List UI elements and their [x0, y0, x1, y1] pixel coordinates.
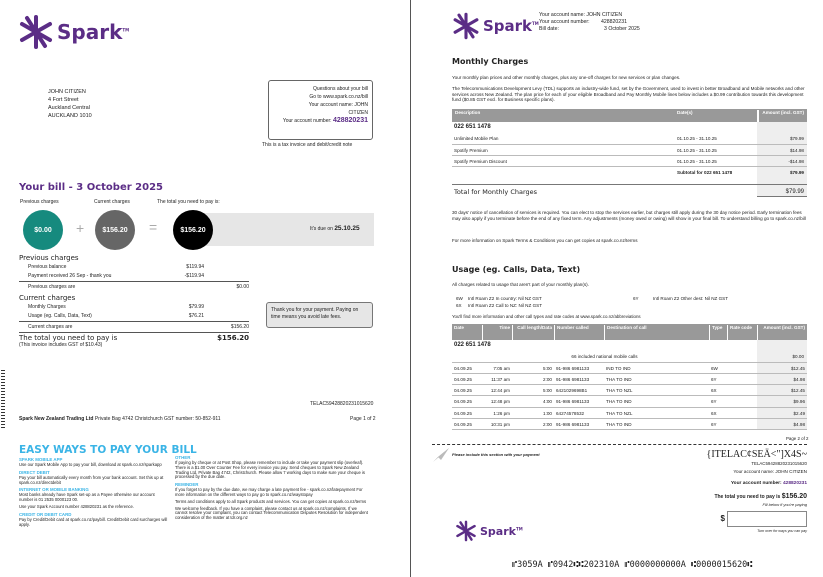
cell: 6W — [711, 365, 718, 371]
payment-slip: {ITELAC¢SEÄ<"]X4S~ TELAC59428820231015620 Your account name: JOHN CITIZEN Your account number: 428820231 The total you need to pay is $156.20 Fill below if you're paying $ Turn over for ways you can pay — [706, 449, 807, 533]
column-header: Call length/Data — [512, 325, 554, 340]
cell: 2:00 — [543, 376, 552, 382]
tdl-paragraph: The Telecommunications Development Levy (TDL) supports an industry-wide fund, set by the Government, used to invest in better Broadband and Mobile networks and other services across New Zealand. The plan price for each of your eligible Broadband and Pay Monthly Mobile lines below includes a $0.99 contribution towards this development fund ($0.85 GST excl. for Business specific plans). — [452, 86, 805, 102]
amount: $79.99 — [757, 133, 807, 143]
spark-logo-slip: Spark™ — [455, 520, 523, 542]
cell: 91-986 6981133 — [556, 376, 590, 382]
cell: THA TO IND — [606, 399, 632, 405]
current-label: Current charges — [94, 199, 130, 205]
questions-box: Questions about your bill Go to www.spark.co.nz/bill Your account name: JOHN CITIZEN Your account number: 428820231 — [268, 80, 373, 140]
spark-star-icon — [455, 520, 477, 542]
cell: 04.09.25 — [454, 410, 472, 416]
total-circle: $156.20 — [173, 210, 213, 250]
previous-circle: $0.00 — [23, 210, 63, 250]
cell: 04.09.25 — [454, 388, 472, 394]
include-note: Please include this section with your payment — [452, 452, 540, 457]
micr-line: ⑈3059A ⑈0942⑆⑆202310A ⑈0000000000A ⑆0000015620⑆ — [512, 560, 753, 570]
cell: 04.09.25 — [454, 422, 472, 428]
pay-option-text: Most banks already have Spark set-up as a Payee otherwise our account number is 01 2535 0000123 00. — [19, 492, 155, 503]
charges-breakdown: Previous charges Previous balance $119.94 Payment received 26 Sep - thank you -$119.94 Previous charges are $0.00 Current charges Monthly Charges $79.99 Usage (eg. Calls, Data, Text) $76.21 Current charges are $156.20 The total you need to pay is $156.20 (This invoice includes GST of $10.43) — [19, 254, 249, 348]
pay-option-heading: REMINDER — [175, 482, 199, 488]
account-info: Your account name: JOHN CITIZEN Your account number: 428820231 Bill date: 3 October 2025 — [539, 12, 640, 33]
terms-note: For more information on Spark Terms & Conditions you can get copies at spark.co.nz/terms — [452, 238, 638, 243]
cell: 1:26 pm — [493, 410, 510, 416]
usage-intro: All charges related to usage that aren't part of your monthly plan(s). — [452, 282, 589, 287]
pay-option-text: Pay by Credit/Debit card at spark.co.nz/paybill. Credit/Debit card surcharges will apply. — [19, 516, 168, 527]
amount: $14.98 — [757, 145, 807, 155]
column-header: Date — [454, 325, 464, 330]
pay-option-text: Pay your bill automatically every month from your bank account. Set this up at spark.co.nz/directdebit — [19, 474, 164, 485]
cancellation-notice: 30 days' notice of cancellation of services is required. You can elect to stop the services earlier, but charges still apply during the 30 day notice period. Early termination fees may also apply if you terminate before the end of any fixed term. Any adjustments (money owed or owing) will show in your final bill. To understand billing go to spark.co.nz/bill — [452, 210, 806, 221]
pay-option-text: If paying by cheque or at Post Shop, please remember to include or take your payment slip (overleaf). There is a $1.00 Over Counter Fee for every invoice you pay. Send cheques to Spark New Zealand Trading Ltd, Private Bag 4742, Christchurch. Please allow 7 working days to make sure your cheque is processed by the due date. — [175, 460, 366, 480]
cell: $2.49 — [757, 408, 807, 418]
barcode-text: {ITELAC¢SEÄ<"]X4S~ — [706, 449, 807, 460]
cell — [727, 385, 757, 395]
cell: 91-986 6981133 — [556, 422, 590, 428]
cell: 91-986 6981133 — [556, 399, 590, 405]
cell: 6Y — [711, 376, 717, 382]
cell: 6Y — [711, 422, 717, 428]
cell: 12:44 pm — [490, 388, 510, 394]
description: Unlimited Mobile Plan — [454, 136, 499, 142]
cell: 5:00 — [543, 388, 552, 394]
vertical-barcode — [1, 370, 5, 430]
equals-sign: = — [149, 219, 158, 235]
spark-logo: Spark™ — [18, 14, 129, 50]
spark-logo-page2: Spark™ — [452, 12, 539, 40]
cell: 1:00 — [543, 410, 552, 416]
cell: THA TO IND — [606, 376, 632, 382]
thank-you-box: Thank you for your payment. Paying on time means you avoid late fees. — [266, 302, 373, 328]
column-header: Number called — [554, 325, 604, 340]
payment-options-right — [175, 455, 370, 523]
cell: $9.96 — [757, 396, 807, 406]
dates: 01.10.25 - 31.10.25 — [677, 136, 717, 142]
pay-option-heading: DIRECT DEBIT — [19, 469, 50, 475]
cell: THA TO NZL — [606, 410, 633, 416]
description: Spotify Premium Discount — [454, 158, 507, 164]
total-label: The total you need to pay is: — [157, 199, 220, 205]
column-header: Time — [482, 325, 512, 340]
cell — [727, 363, 757, 373]
cell — [727, 374, 757, 384]
cell: $4.98 — [757, 419, 807, 429]
amount-paid-field[interactable] — [727, 511, 807, 527]
cell: 6X — [711, 410, 717, 416]
cell — [727, 408, 757, 418]
cell: $12.45 — [757, 363, 807, 373]
table-row — [452, 363, 807, 374]
table-row — [452, 156, 807, 167]
paper-plane-icon — [433, 448, 449, 462]
bill-title: Your bill - 3 October 2025 — [19, 182, 163, 193]
table-row — [452, 419, 807, 430]
table-row — [452, 133, 807, 144]
spark-star-icon — [18, 14, 54, 50]
pay-option-heading: OTHER — [175, 455, 191, 460]
cell: 11:37 am — [491, 376, 510, 382]
column-header: Destination of call — [604, 325, 709, 340]
reference-code: TELAC59428820231015620 — [310, 401, 374, 407]
cell: THA TO NZL — [606, 388, 633, 394]
cell: 91-986 6981133 — [556, 365, 590, 371]
pay-option-text: We welcome feedback. If you have a complaint, please contact us at spark.co.nz/complaints. If we cannot resolve your complaint, you can contact Telecommunication Disputes Resolution for independent consideration of the matter at tdr.org.nz — [175, 505, 368, 521]
customer-address: JOHN CITIZEN 4 Fort Street Auckland Central AUCKLAND 1010 — [48, 89, 92, 119]
spark-star-icon — [452, 12, 480, 40]
cell: 2:00 — [543, 422, 552, 428]
dates: 01.10.25 - 31.10.25 — [677, 158, 717, 164]
cell: 7:05 am — [493, 365, 510, 371]
pay-option-text: Terms and conditions apply to all Spark products and services. You can get copies at spark.co.nz/terms — [175, 498, 367, 504]
plus-sign: + — [76, 220, 85, 236]
page-divider — [410, 0, 411, 577]
usage-table: Date Time Call length/Data Number called Destination of call Type Rate code Amount (incl. GST) 022 651 1478 66 included national mobile calls $0.00 04.09.25 7:05 am 5:00 91-986 6981133 IND TO IND 6W $12.45 04.09.25 11:37 am 2:00 91-986 6981133 THA TO IND 6Y $4.98 04.09.25 12:44 pm 5:00 6421029698B1 THA TO NZL 6X $12.45 04.09.25 12:48 pm 4:00 91-986 6981133 THA TO IND 6Y $9.96 04.09.25 1:26 pm 1:00 64274578532 THA TO NZL 6X $2.49 04.09.25 10:31 pm 2:00 91-986 6981133 THA TO IND 6Y $4.98 — [452, 324, 807, 430]
monthly-intro: Your monthly plan prices and other monthly charges, plus any one-off charges for new services or plan changes. — [452, 75, 681, 80]
usage-heading: Usage (eg. Calls, Data, Text) — [452, 265, 581, 274]
column-header: Type — [709, 325, 727, 340]
cell: 6X — [711, 388, 717, 394]
tear-line — [432, 444, 807, 445]
column-header: Rate code — [727, 325, 757, 340]
cell: IND TO IND — [606, 365, 631, 371]
pay-option-text: Use your Spark Account number 428820231 as the reference. — [19, 503, 134, 509]
easy-ways-title: EASY WAYS TO PAY YOUR BILL — [19, 444, 197, 456]
table-row — [452, 396, 807, 407]
table-row — [452, 385, 807, 396]
cell: 10:31 pm — [490, 422, 510, 428]
cell: THA TO IND — [606, 422, 632, 428]
footer-company: Spark New Zealand Trading Ltd Private Bag 4742 Christchurch GST number: 50-852-911 — [19, 416, 221, 422]
table-row — [452, 145, 807, 156]
payment-options-left — [19, 457, 169, 529]
cell: 64274578532 — [556, 410, 585, 416]
cell: 04.09.25 — [454, 399, 472, 405]
amount: -$14.98 — [757, 156, 807, 166]
dates: 01.10.25 - 31.10.25 — [677, 147, 717, 153]
table-row — [452, 408, 807, 419]
cell: 4:00 — [543, 399, 552, 405]
cell: 5:00 — [543, 365, 552, 371]
pay-option-text: If you forget to pay by the due date, we may charge a late payment fee - spark.co.nz/latepayment For more information on the different ways to pay go to spark.co.nz/waystopay — [175, 487, 363, 497]
cell: 6Y — [711, 399, 717, 405]
cell: 6421029698B1 — [556, 388, 588, 394]
pay-option-heading: CREDIT OR DEBIT CARD — [19, 511, 72, 517]
monthly-charges-heading: Monthly Charges — [452, 57, 529, 66]
tax-invoice-note: This is a tax invoice and debit/credit note — [262, 142, 353, 148]
abbreviations-link[interactable]: You'll find more information and other call types and rate codes at www.spark.co.nz/abbreviations — [452, 314, 641, 319]
cell: 12:48 pm — [490, 399, 510, 405]
page-number-2: Page 2 of 2 — [786, 436, 809, 441]
page-number: Page 1 of 2 — [350, 416, 376, 422]
previous-label: Previous charges — [20, 199, 59, 205]
cell — [727, 396, 757, 406]
cell: 04.09.25 — [454, 365, 472, 371]
current-circle: $156.20 — [95, 210, 135, 250]
cell: $4.98 — [757, 374, 807, 384]
cell — [727, 419, 757, 429]
due-text: It's due on 25.10.25 — [310, 225, 360, 232]
monthly-charges-table: Description Date(s) Amount (incl. GST) 022 651 1478 Unlimited Mobile Plan 01.10.25 - 31.10.25 $79.99 Spotify Premium 01.10.25 - 31.10.25 $14.98 Spotify Premium Discount 01.10.25 - 31.10.25 -$14.98 Subtotal for 022 651 1478 $79.99 Total for Monthly Charges $79.99 — [452, 109, 807, 198]
table-row — [452, 374, 807, 385]
cell: $12.45 — [757, 385, 807, 395]
description: Spotify Premium — [454, 147, 488, 153]
column-header: Amount (incl. GST) — [757, 325, 807, 340]
pay-option-heading: SPARK MOBILE APP — [19, 457, 63, 462]
pay-option-heading: INTERNET OR MOBILE BANKING — [19, 487, 89, 493]
cell: 04.09.25 — [454, 376, 472, 382]
pay-option-text: Use our Spark Mobile App to pay your bill, download at spark.co.nz/sparkapp — [19, 462, 162, 467]
rate-codes: 6W Intl Roam Z2 In country: Nil NZ GST 6Y Intl Roam Z2 Other dest: Nil NZ GST 6X Intl Roam Z2 Call to NZ: Nil NZ GST — [456, 296, 729, 308]
